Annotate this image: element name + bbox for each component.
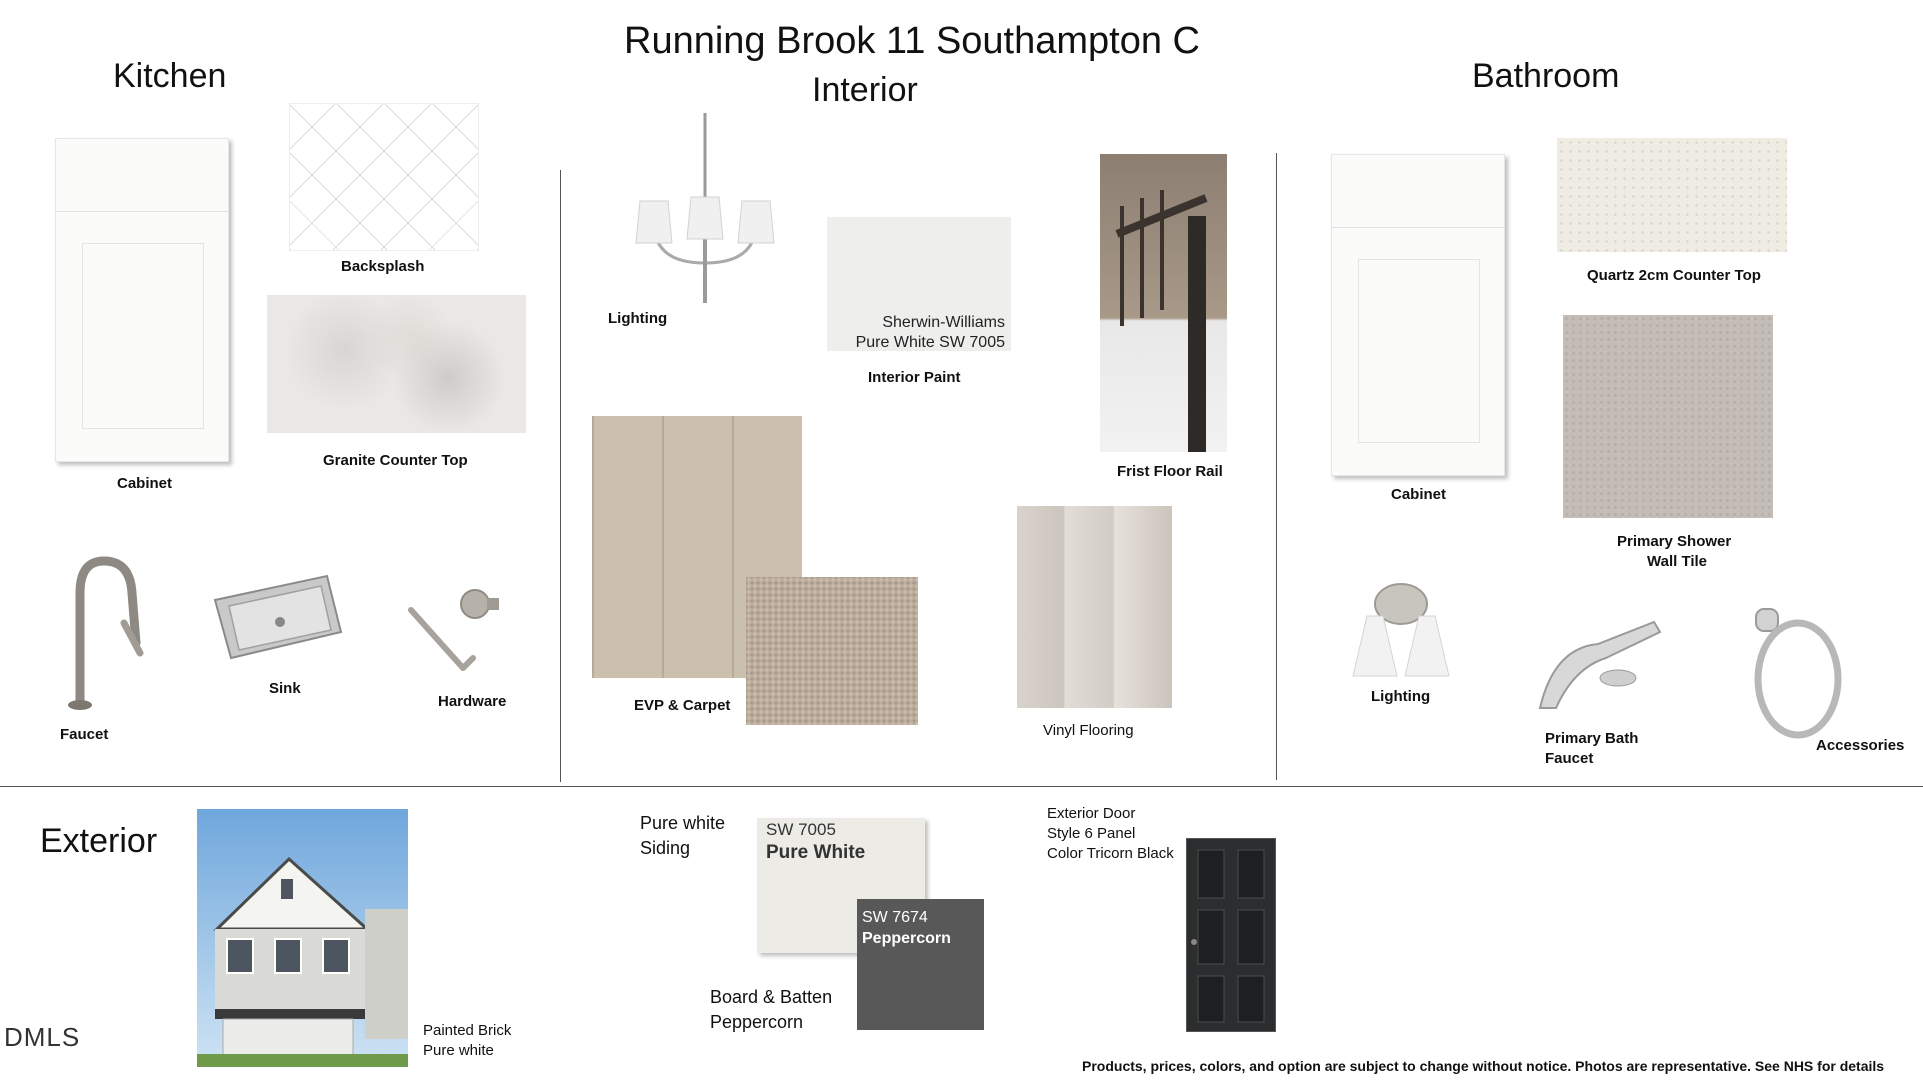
bath-faucet-label — [1545, 729, 1638, 769]
page-title: Running Brook 11 Southampton C — [624, 20, 1200, 62]
door-label — [1047, 804, 1174, 864]
divider-exterior — [0, 786, 1923, 787]
brick-label-line1: Painted Brick — [423, 1022, 512, 1039]
peppercorn-code: SW 7674 — [862, 909, 928, 926]
brick-label — [423, 1021, 511, 1061]
siding-label-line2: Siding — [640, 838, 691, 858]
exterior-door-image — [1186, 838, 1276, 1032]
batten-label-line1: Board & Batten — [710, 987, 833, 1007]
interior-lighting-label: Lighting — [608, 310, 668, 327]
pure-white-code: SW 7005 — [766, 820, 836, 839]
sink-label: Sink — [269, 680, 301, 697]
house-image — [197, 809, 408, 1067]
granite-image — [267, 295, 526, 433]
bath-cabinet-label: Cabinet — [1391, 486, 1447, 503]
bath-faucet-label-line1: Primary Bath — [1545, 730, 1639, 747]
evp-carpet-label: EVP & Carpet — [634, 697, 731, 714]
batten-label-line2: Peppercorn — [710, 1012, 804, 1032]
vanity-light-icon — [1337, 580, 1465, 680]
door-label-line2: Style 6 Panel — [1047, 825, 1136, 842]
section-kitchen: Kitchen — [113, 57, 227, 95]
chandelier-icon — [634, 113, 776, 313]
faucet-label: Faucet — [60, 726, 109, 743]
divider-kitchen-interior — [560, 170, 561, 782]
paint-swatch-color: Pure White SW 7005 — [855, 334, 1005, 351]
batten-label — [710, 985, 832, 1035]
quartz-image — [1557, 138, 1787, 252]
door-label-line1: Exterior Door — [1047, 805, 1136, 822]
rail-label: Frist Floor Rail — [1117, 463, 1223, 480]
door-label-line3: Color Tricorn Black — [1047, 845, 1174, 862]
bath-cabinet-image — [1331, 154, 1505, 476]
peppercorn-name: Peppercorn — [862, 930, 951, 947]
bath-lighting-label: Lighting — [1371, 688, 1431, 705]
shower-tile-label — [1617, 532, 1731, 572]
accessories-label: Accessories — [1816, 737, 1905, 754]
divider-interior-bathroom — [1276, 153, 1277, 780]
siding-label — [640, 811, 725, 861]
bath-faucet-icon — [1534, 608, 1666, 716]
backsplash-label: Backsplash — [341, 258, 425, 275]
sink-icon — [205, 570, 347, 666]
disclaimer-text: Products, prices, colors, and option are subject to change without notice. Photos are representative. See NHS for details — [1082, 1058, 1885, 1074]
brick-label-line2: Pure white — [423, 1042, 494, 1059]
section-interior: Interior — [812, 71, 918, 109]
granite-label: Granite Counter Top — [323, 452, 468, 469]
vinyl-label: Vinyl Flooring — [1043, 722, 1134, 739]
shower-tile-image — [1563, 315, 1773, 518]
interior-paint-label: Interior Paint — [868, 369, 961, 386]
hardware-label: Hardware — [438, 693, 507, 710]
quartz-label: Quartz 2cm Counter Top — [1587, 267, 1761, 284]
siding-label-line1: Pure white — [640, 813, 726, 833]
towel-ring-icon — [1752, 603, 1848, 745]
shower-tile-label-line1: Primary Shower — [1617, 533, 1732, 550]
bath-faucet-label-line2: Faucet — [1545, 750, 1594, 767]
vinyl-flooring-image — [1017, 506, 1172, 708]
stair-rail-image — [1100, 154, 1227, 452]
pure-white-name: Pure White — [766, 842, 866, 863]
paint-swatch-brand: Sherwin-Williams — [882, 314, 1005, 331]
faucet-icon — [52, 553, 144, 713]
section-exterior: Exterior — [40, 822, 158, 860]
watermark-logo: DMLS — [4, 1022, 81, 1052]
hardware-icon — [405, 580, 505, 676]
kitchen-cabinet-label: Cabinet — [117, 475, 173, 492]
backsplash-image — [289, 103, 479, 251]
kitchen-cabinet-image — [55, 138, 229, 462]
peppercorn-swatch — [857, 899, 984, 1030]
shower-tile-label-line2: Wall Tile — [1647, 553, 1708, 570]
interior-paint-swatch — [827, 217, 1011, 351]
section-bathroom: Bathroom — [1472, 57, 1620, 95]
carpet-image — [746, 577, 918, 725]
